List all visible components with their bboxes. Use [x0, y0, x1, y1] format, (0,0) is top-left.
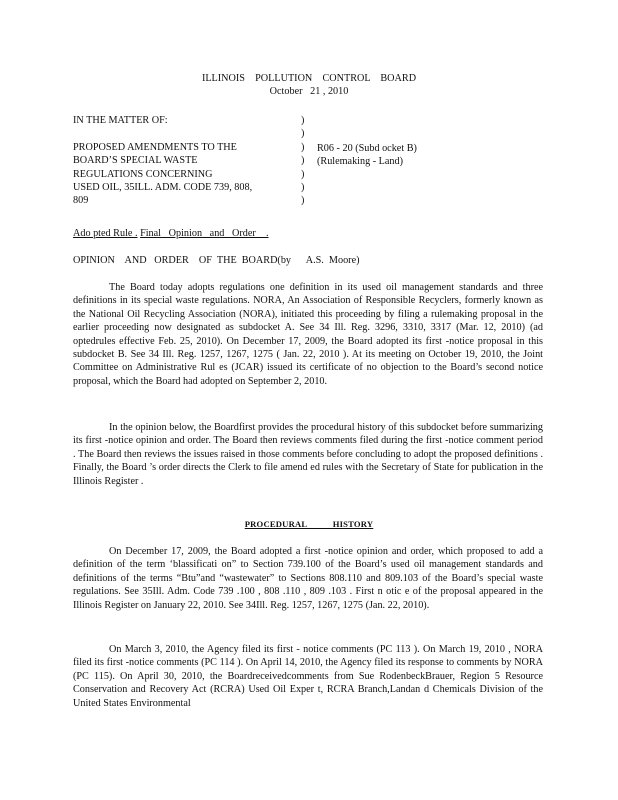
docket-type: (Rulemaking - Land)	[317, 156, 404, 168]
caption-paren: )	[301, 182, 305, 194]
caption-paren: )	[301, 115, 305, 126]
board-name: ILLINOIS POLLUTION CONTROL BOARD	[201, 73, 417, 84]
paragraph-first-notice	[73, 545, 543, 612]
caption-paren: )	[301, 195, 305, 207]
adopted-rule-text: Final Opinion and Order .	[140, 228, 269, 239]
caption-paren: )	[301, 168, 305, 180]
caption-right	[317, 142, 517, 169]
paragraph-comments	[73, 643, 543, 710]
caption-line: USED OIL, 35ILL. ADM. CODE 739, 808,	[73, 182, 253, 194]
paragraph-text: On March 3, 2010, the Agency filed its first - notice comments (PC 113 ). On March 19, 2010 , NORA filed its first -notice comments (PC 114 ). On April 14, 2010, the Agency filed its response to comments by NORA (PC 115). On April 30, 2010, the Boardreceivedcomments from Sue RodenbeckBrauer, Region 5 Resource Conservation and Recovery Act (RCRA) Used Oil Exper t, RCRA Branch,Landan d Chemicals Division of the United States Environmental	[73, 644, 543, 709]
caption-line: IN THE MATTER OF:	[73, 115, 168, 126]
caption-left	[73, 114, 299, 208]
caption-line: BOARD’S SPECIAL WASTE	[73, 155, 198, 167]
paragraph-text: On December 17, 2009, the Board adopted a first -notice opinion and order, which proposed to add a definition of the term ‘blassificati on” to Section 739.100 of the Board’s used oil management standards and definitions of the terms “Btu”and “wastewater” to Sections 808.110 and 809.103 of the Board’s special waste regulations. See 35Ill. Adm. Code 739 .100 , 808 .110 , 809 .103 . First n otic e of the proposal appeared in the Illinois Register on January 22, 2010. See 34Ill. Reg. 1257, 1267, 1275 (Jan. 22, 2010).	[73, 546, 543, 611]
adopted-rule-prefix: Ado pted Rule .	[73, 228, 138, 239]
opinion-heading: OPINION AND ORDER OF THE BOARD(by A.S. Moore)	[73, 255, 360, 266]
paragraph-intro	[73, 281, 543, 388]
caption-line	[73, 127, 299, 140]
docket-number: R06 - 20 (Subd ocket B)	[317, 143, 417, 154]
caption-line: 809	[73, 195, 89, 207]
adopted-rule-line	[73, 227, 269, 240]
caption-line: REGULATIONS CONCERNING	[73, 168, 213, 180]
caption-paren: )	[301, 155, 305, 167]
caption-paren: )	[301, 141, 305, 153]
caption-paren: )	[301, 128, 305, 140]
caption-line: PROPOSED AMENDMENTS TO THE	[73, 141, 237, 153]
document-header	[0, 72, 618, 99]
paragraph-overview	[73, 421, 543, 488]
caption-parens	[301, 114, 311, 208]
document-date: October 21 , 2010	[269, 86, 349, 98]
section-heading-text: PROCEDURAL HISTORY	[244, 519, 374, 529]
section-heading	[0, 518, 618, 531]
paragraph-text: In the opinion below, the Boardfirst provides the procedural history of this subdocket before summarizing its first -notice opinion and order. The Board then reviews comments filed during the first -notice comment period . The Board then reviews the issues raised in those comments before concluding to adopt the proposed definitions . Finally, the Board ’s order directs the Clerk to file amend ed rules with the Secretary of State for publication in the Illinois Register .	[73, 422, 543, 487]
paragraph-text: The Board today adopts regulations one definition in its used oil management standards and three definitions in its special waste regulations. NORA, An Association of Responsible Recyclers, formerly known as the National Oil Recycling Association (NORA), initiated this proceeding by filing a rulemaking proposal in the earlier proceeding now designated as subdocket A. See 34 Ill. Reg. 3296, 3310, 3317 (Mar. 12, 2010) (ad optedrules effective Feb. 25, 2010). On December 17, 2009, the Board adopted its first -notice proposal in this subdocket B. See 34 Ill. Reg. 1257, 1267, 1275 ( Jan. 22, 2010 ). At its meeting on October 19, 2010, the Joint Committee on Administrative Rul es (JCAR) issued its certificate of no objection to the Board’s second notice proposal, which the Board had adopted on September 2, 2010.	[73, 282, 543, 387]
